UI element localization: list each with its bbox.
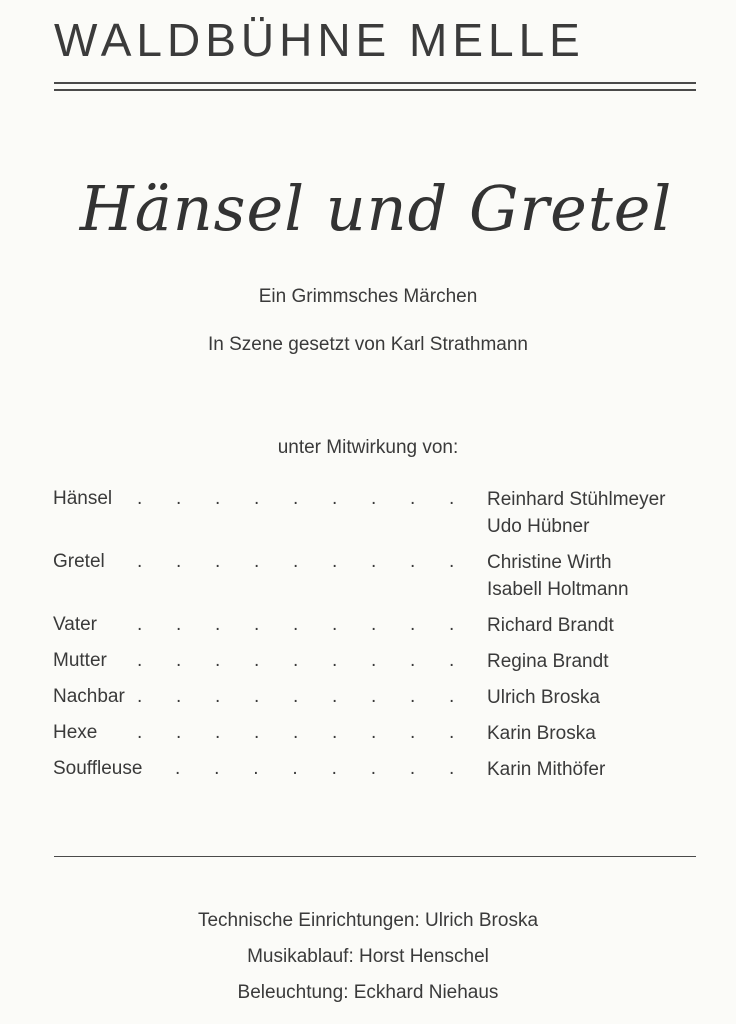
cast-row-souffleuse <box>53 756 703 783</box>
cast-intro: unter Mitwirkung von: <box>277 437 459 458</box>
actor-name: Ulrich Broska <box>487 687 600 708</box>
cast-row-vater <box>53 612 703 639</box>
actor-name: Regina Brandt <box>487 651 609 672</box>
cast-row-haensel <box>53 486 703 540</box>
leader-dots: . . . . . . . . <box>175 758 455 779</box>
role-name: Souffleuse <box>53 758 143 779</box>
role-name: Hänsel <box>53 488 113 509</box>
director-line: In Szene gesetzt von Karl Strathmann <box>207 334 528 355</box>
leader-dots: . . . . . . . . . <box>137 686 455 707</box>
leader-dots: . . . . . . . . . <box>137 614 455 635</box>
credit-musik: Musikablauf: Horst Henschel <box>247 946 489 967</box>
actor-name: Reinhard Stühlmeyer <box>487 489 666 510</box>
theater-name: WALDBÜHNE MELLE <box>54 14 585 66</box>
actor-name: Karin Broska <box>487 723 596 744</box>
play-title: Hänsel und Gretel <box>79 172 673 245</box>
cast-row-gretel <box>53 549 703 603</box>
role-name: Gretel <box>53 551 105 572</box>
role-name: Nachbar <box>53 686 125 707</box>
actor-name: Isabell Holtmann <box>487 579 629 600</box>
actor-name: Udo Hübner <box>487 516 590 537</box>
footer-rule <box>54 856 696 857</box>
leader-dots: . . . . . . . . . <box>137 650 455 671</box>
role-name: Mutter <box>53 650 107 671</box>
role-name: Vater <box>53 614 98 635</box>
header-rule-lower <box>54 89 696 91</box>
cast-row-nachbar <box>53 684 703 711</box>
credit-technik: Technische Einrichtungen: Ulrich Broska <box>197 910 539 931</box>
actor-name: Christine Wirth <box>487 552 612 573</box>
cast-row-hexe <box>53 720 703 747</box>
leader-dots: . . . . . . . . . <box>137 551 455 572</box>
play-subtitle: Ein Grimmsches Märchen <box>258 286 478 307</box>
actor-name: Richard Brandt <box>487 615 614 636</box>
cast-row-mutter <box>53 648 703 675</box>
cast-list <box>53 486 703 783</box>
leader-dots: . . . . . . . . . <box>137 722 455 743</box>
role-name: Hexe <box>53 722 98 743</box>
leader-dots: . . . . . . . . . <box>137 488 455 509</box>
actor-name: Karin Mithöfer <box>487 759 606 780</box>
header-rule-upper <box>54 82 696 84</box>
credit-licht: Beleuchtung: Eckhard Niehaus <box>237 982 499 1003</box>
